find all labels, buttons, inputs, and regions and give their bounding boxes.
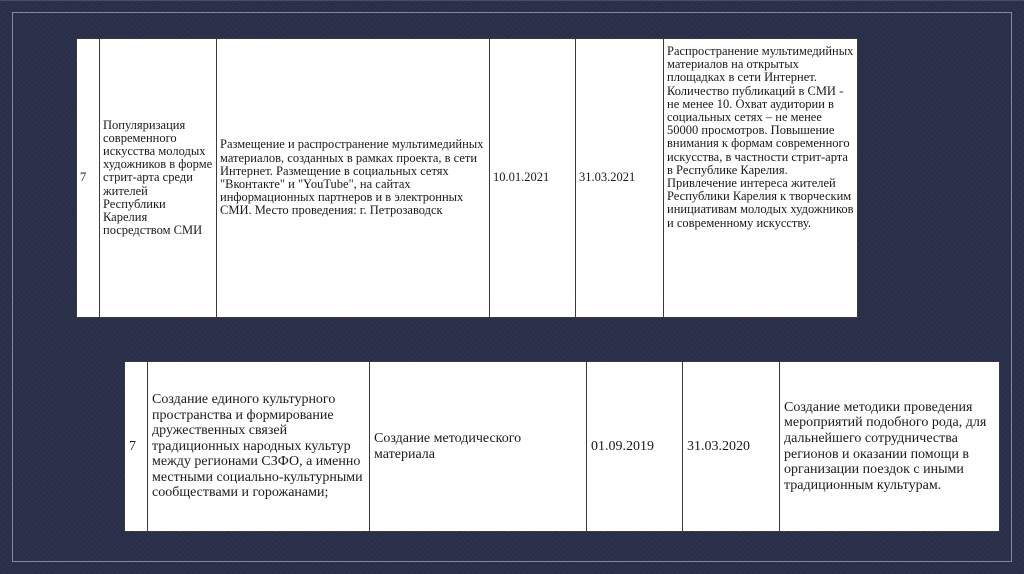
result-cell: Создание методики проведения мероприятий подобного рода, для дальнейшего сотрудничества регионов и оказании помощи в организации поездок с иными традиционным культурам.	[780, 362, 1000, 532]
table-row	[125, 362, 1000, 532]
row-number-cell: 7	[77, 39, 100, 318]
end-date-cell: 31.03.2021	[576, 39, 664, 318]
goal-cell: Создание единого культурного пространства и формирование дружественных связей традиционных народных культур между регионами СЗФО, а именно местными социально-культурными сообществами и горожанами;	[148, 362, 370, 532]
goal-cell: Популяризация современного искусства молодых художников в форме стрит-арта среди жителей Республики Карелия посредством СМИ	[100, 39, 217, 318]
project-table-bottom	[124, 361, 1000, 532]
start-date-cell: 01.09.2019	[587, 362, 683, 532]
start-date-cell: 10.01.2021	[490, 39, 576, 318]
row-number-cell: 7	[125, 362, 148, 532]
end-date-cell: 31.03.2020	[683, 362, 780, 532]
project-table-top	[76, 38, 858, 318]
top-divider-line	[0, 0, 1024, 1]
table-row	[77, 39, 858, 318]
result-cell: Распространение мультимедийных материалов на открытых площадках в сети Интернет. Количество публикаций в СМИ - не менее 10. Охват аудитории в социальных сетях – не менее 50000 просмотров. Повышение внимания к формам современного искусства, в частности стрит-арта в Республике Карелия. Привлечение интереса жителей Республики Карелия к творческим инициативам молодых художников и современному искусству.	[664, 39, 858, 318]
activity-cell: Размещение и распространение мультимедийных материалов, созданных в рамках проекта, в сети Интернет. Размещение в социальных сетях "Вконтакте" и "YouTube", на сайтах информационных партнеров и в электронных СМИ. Место проведения: г. Петрозаводск	[217, 39, 490, 318]
activity-cell: Создание методического материала	[370, 362, 587, 532]
